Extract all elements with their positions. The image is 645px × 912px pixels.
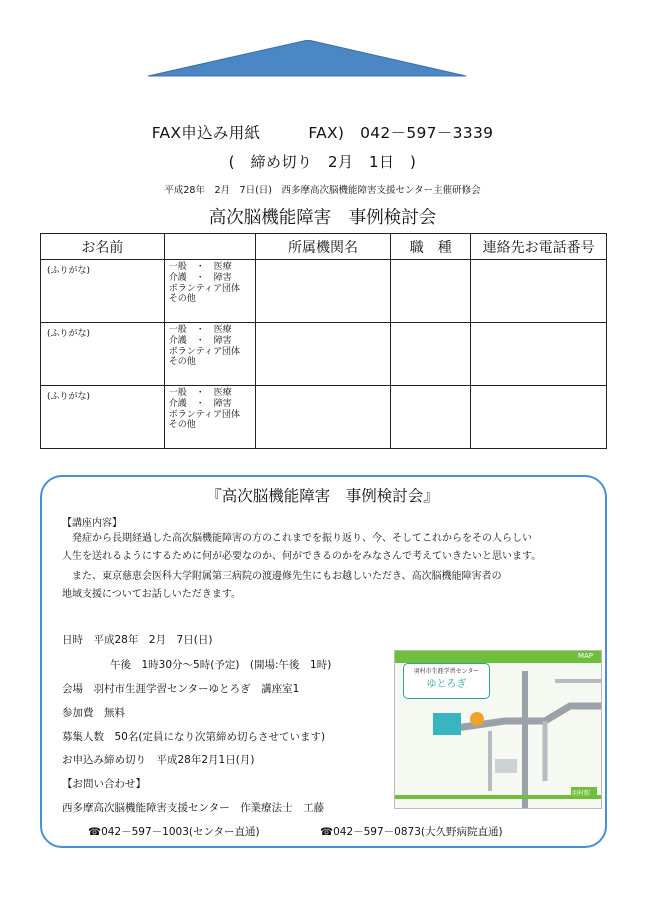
category-option: ボランティア団体 — [168, 409, 241, 420]
event-capacity: 募集人数 50名(定員になり次第締め切らさせています) — [62, 731, 326, 743]
occupation-field[interactable] — [391, 260, 471, 323]
category-option: 一般 ・ 医療 — [168, 388, 232, 398]
category-option: 一般 ・ 医療 — [168, 325, 232, 335]
fax-label: FAX申込み用紙 — [151, 124, 261, 142]
col-organization: 所属機関名 — [255, 234, 391, 260]
venue-map — [394, 650, 602, 809]
category-option: 介護 ・ 障害 — [168, 398, 232, 409]
form-header-row — [41, 234, 607, 260]
category-option: その他 — [168, 420, 196, 431]
contact-person: 西多摩高次脳機能障害支援センター 作業療法士 工藤 — [62, 802, 325, 814]
up-arrow-icon — [148, 40, 468, 78]
event-venue: 会場 羽村市生涯学習センターゆとろぎ 講座室1 — [62, 683, 300, 695]
col-category — [164, 234, 255, 260]
furigana-label: (ふりがな) — [47, 392, 91, 402]
course-para1-line1: 発症から長期経過した高次脳機能障害の方のこれまでを振り返り、今、そしてこれからをその人らしい — [72, 533, 532, 544]
map-sign-small: 羽村市生涯学習センター — [413, 668, 480, 675]
form-row — [41, 386, 607, 449]
form-row — [41, 323, 607, 386]
organization-field[interactable] — [255, 260, 391, 323]
col-occupation: 職 種 — [391, 234, 471, 260]
form-row — [41, 260, 607, 323]
category-option: 介護 ・ 障害 — [168, 335, 232, 346]
furigana-label: (ふりがな) — [47, 266, 91, 276]
category-option: ボランティア団体 — [168, 346, 241, 357]
name-field[interactable] — [41, 386, 165, 449]
event-date: 日時 平成28年 2月 7日(日) — [62, 634, 213, 646]
col-name: お名前 — [41, 234, 165, 260]
course-para2-line2: 地域支援についてお話しいただきます。 — [62, 589, 241, 600]
contact-heading: 【お問い合わせ】 — [62, 778, 146, 790]
venue-building-icon — [433, 713, 461, 735]
phone-hospital[interactable]: ☎042－597－0873(大久野病院直通) — [320, 826, 503, 838]
application-form — [40, 233, 607, 449]
deadline: ( 締め切り 2月 1日 ) — [228, 153, 417, 171]
host-line: 平成28年 2月 7日(日) 西多摩高次脳機能障害支援センター主催研修会 — [164, 185, 481, 196]
phone-field[interactable] — [471, 386, 607, 449]
map-station-label: 羽村駅 — [572, 790, 591, 797]
name-field[interactable] — [41, 323, 165, 386]
category-field[interactable] — [164, 260, 255, 323]
event-time: 午後 1時30分～5時(予定) (開場:午後 1時) — [110, 659, 332, 671]
info-title: 『高次脳機能障害 事例検討会』 — [206, 487, 439, 505]
map-venue-sign — [403, 663, 490, 699]
apply-deadline: お申込み締め切り 平成28年2月1日(月) — [62, 754, 255, 766]
fax-header — [0, 121, 645, 143]
category-option: その他 — [168, 357, 196, 368]
page-title: 高次脳機能障害 事例検討会 — [208, 208, 437, 228]
category-field[interactable] — [164, 386, 255, 449]
parking-icon — [470, 712, 484, 726]
event-fee: 参加費 無料 — [62, 707, 125, 719]
course-heading: 【講座内容】 — [62, 518, 122, 529]
organization-field[interactable] — [255, 386, 391, 449]
category-option: 介護 ・ 障害 — [168, 272, 232, 283]
map-header — [395, 651, 601, 663]
category-option: ボランティア団体 — [168, 283, 241, 294]
phone-field[interactable] — [471, 260, 607, 323]
fax-number: FAX) 042－597－3339 — [308, 124, 494, 142]
category-field[interactable] — [164, 323, 255, 386]
name-field[interactable] — [41, 260, 165, 323]
occupation-field[interactable] — [391, 323, 471, 386]
furigana-label: (ふりがな) — [47, 329, 91, 339]
col-phone: 連絡先お電話番号 — [471, 234, 607, 260]
category-option: その他 — [168, 294, 196, 305]
organization-field[interactable] — [255, 323, 391, 386]
map-label: MAP — [577, 652, 593, 660]
occupation-field[interactable] — [391, 386, 471, 449]
course-para1-line2: 人生を送れるようにするために何が必要なのか、何ができるのかをみなさんで考えていきたいと思います。 — [62, 551, 542, 562]
category-option: 一般 ・ 医療 — [168, 262, 232, 272]
map-sign-large: ゆとろぎ — [426, 679, 467, 690]
phone-center[interactable]: ☎042－597－1003(センター直通) — [88, 826, 260, 838]
phone-field[interactable] — [471, 323, 607, 386]
course-para2-line1: また、東京慈恵会医科大学附属第三病院の渡邊修先生にもお越しいただき、高次脳機能障害者の — [72, 571, 502, 582]
